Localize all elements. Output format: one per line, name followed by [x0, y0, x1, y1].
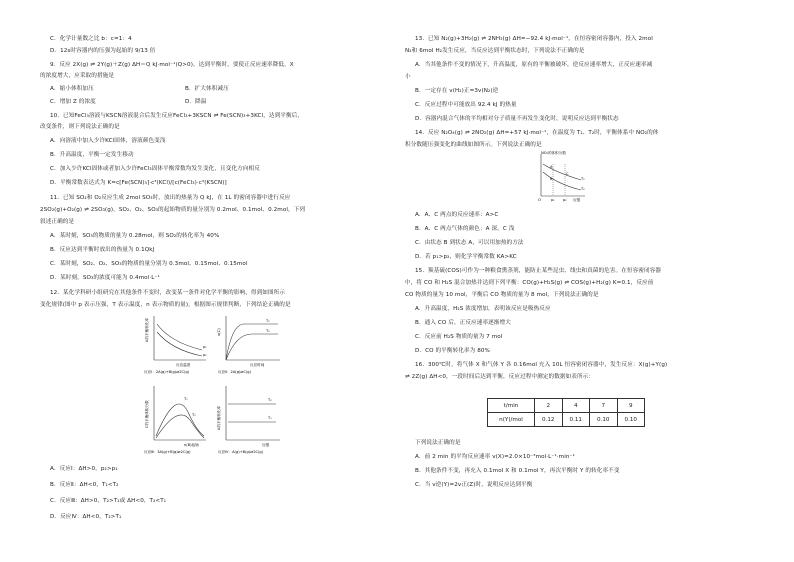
q13-stem: 13．已知 N₂(g)+3H₂(g) ⇌ 2NH₃(g) ΔH=−92.4 kJ·mol⁻¹，在恒容密闭容器内，投入 2mol	[415, 36, 653, 42]
q14-option-b: B．A、C 两点气体的颜色：A 深，C 浅	[415, 226, 515, 232]
curve-t1	[156, 404, 204, 436]
q12-option-b: B．反应Ⅱ：ΔH<0，T₁<T₂	[50, 482, 119, 488]
q12-option-a: A．反应Ⅰ：ΔH>0，p₂>p₁	[50, 466, 118, 472]
curve-t2	[156, 415, 204, 438]
q12-stem: 12．某化学科研小组研究在其他条件不变时，改变某一条件对化学平衡的影响，得到如图所示	[50, 290, 286, 296]
panel-2-curve-label-1: T₁	[266, 319, 270, 323]
panel-4	[216, 386, 280, 454]
q15-stem-cont2: CO 物质的量为 10 mol，平衡后 CO 物质的量为 8 mol，下列说法正确的是	[405, 292, 599, 298]
table-header-cell: t/min	[488, 399, 535, 413]
q15-option-c: C．反应前 H₂S 物质的量为 7 mol	[415, 334, 503, 340]
curve-t2	[226, 334, 278, 360]
q10-option-d: D．平衡常数表达式为 K=c[Fe(SCN)₃]·c³(KCl)/[c(FeCl₃)·c³(KSCN)]	[50, 180, 227, 186]
panel-1-curve-label-2: p₂	[203, 353, 207, 357]
q14-curve-t2-label: T₂	[581, 187, 585, 191]
curve-t1	[226, 324, 278, 360]
panel-3-ylabel: C的平衡体积分数	[145, 400, 149, 428]
table-cell: 0.11	[562, 413, 590, 427]
panel-2-curve-label-2: T₂	[266, 329, 270, 333]
q13-option-d: D．容器内混合气体的平均相对分子质量不再发生变化时，说明反应达到平衡状态	[415, 116, 619, 122]
q13-option-b: B．一定存在 v(H₂)正=3v(N₂)逆	[415, 88, 499, 94]
q10-option-b: B．升高温度，平衡一定发生移动	[50, 152, 134, 158]
q14-origin: O	[538, 198, 541, 202]
panel-1-curve-label-1: p₁	[203, 345, 207, 349]
panel-4-caption: 反应Ⅳ：A(g)+B(g)⇌2C(g)	[218, 450, 264, 454]
q14-point-b: B	[550, 177, 553, 181]
curve-t1	[543, 164, 581, 180]
q11-option-b: B．反应达到平衡时放出的热量为 0.1QkJ	[50, 247, 155, 253]
panel-2-caption: 反应Ⅱ：2A(g)⇌C(g)	[218, 370, 251, 374]
table-cell: 0.10	[590, 413, 618, 427]
q15-option-b: B．通入 CO 后，正反应速率逐渐增大	[415, 320, 511, 326]
q10-stem-cont: 改变条件，则下列说法正确的是	[40, 124, 120, 130]
q10-option-c: C．加入少许KCl固体或者加入少许FeCl₃固体平衡常数均发生变化，且变化方向相反	[50, 166, 260, 172]
panel-3-curve-label-2: T₂	[192, 413, 196, 417]
q12-figure	[140, 312, 290, 462]
q14-stem: 14．反应 N₂O₄(g) ⇌ 2NO₂(g) ΔH=+57 kJ·mol⁻¹，在温度为 T₁、T₂时，平衡体系中 NO₂的体	[415, 130, 659, 136]
q11-stem: 11．已知 SO₂和 O₂反应生成 2mol SO₃时，放出的热量为 Q kJ，在 1L 的密闭容器中进行反应	[50, 195, 291, 201]
q14-tick-p2: p₂	[563, 198, 567, 202]
q14-xlabel: 压强	[573, 198, 581, 202]
table-header-cell: 4	[562, 399, 590, 413]
q11-option-c: C．某时刻，SO₂、O₂、SO₃的物质的量分别为 0.3mol、0.15mol、0.15mol	[50, 261, 248, 267]
q13-option-a-cont: 小	[405, 74, 411, 80]
panel-2	[217, 316, 280, 374]
panel-3-caption: 反应Ⅲ：3A(g)+B(g)⇌2C(g)	[144, 450, 191, 454]
q16-prompt: 下列说法正确的是	[415, 440, 461, 446]
q11-option-d: D．某时刻，SO₃的浓度可能为 0.4mol·L⁻¹	[50, 275, 160, 281]
panel-2-xlabel: 反应时间	[250, 363, 265, 367]
table-row-label: n(Y)/mol	[488, 413, 535, 427]
curve-t2	[543, 172, 581, 190]
panel-1-caption: 反应Ⅰ：2A(g)+B(g)⇌2C(g)	[144, 370, 190, 374]
q14-curve-t1-label: T₁	[581, 177, 585, 181]
table-header-cell: 9	[617, 399, 645, 413]
panel-4-xlabel: 压强	[262, 443, 270, 447]
q14-tick-p1: p₁	[551, 198, 555, 202]
q16-option-c: C．当 v逆(Y)=2v正(Z)时，说明反应达到平衡	[415, 482, 533, 488]
q14-option-d: D．若 p₁>p₂，则化学平衡常数 KA>KC	[415, 254, 517, 260]
q14-stem-cont: 积分数随压强变化的曲线如图所示。下列说法正确的是	[405, 142, 542, 148]
q14-option-a: A．A、C 两点的反应速率：A>C	[415, 212, 499, 218]
q15-stem: 15．羰基硫(COS)可作为一种粮食熏蒸剂，能防止某些昆虫、线虫和真菌的危害。在恒容密闭容器	[415, 268, 662, 274]
panel-3-xlabel: n(B)起始	[184, 443, 199, 447]
panel-2-ylabel: n(C)	[217, 328, 221, 336]
panel-3	[144, 386, 206, 454]
q14-ylabel: NO₂的体积分数	[541, 151, 566, 155]
q8-option-c: C．化学计量数之比 b：c=1：4	[50, 36, 132, 42]
q9-option-d: D．降温	[185, 99, 207, 105]
curve-p1	[157, 324, 202, 350]
q13-stem-cont: N₂和 6mol H₂发生反应，当反应达到平衡状态时，下列说法不正确的是	[405, 48, 585, 54]
q11-stem-cont2: 叙述正确的是	[40, 219, 75, 225]
panel-4-ylabel: A的平衡转化率	[217, 405, 221, 430]
panel-4-curve-label-1: T₂	[268, 398, 272, 402]
q9-option-c: C．增加 Z 的浓度	[50, 99, 96, 105]
q14-figure	[535, 150, 589, 206]
panel-3-curve-label-1: T₁	[184, 397, 188, 401]
panel-1-ylabel: A的平衡转化率	[145, 317, 149, 342]
q11-option-a: A．某时刻，SO₃的物质的量为 0.28mol，则 SO₂的转化率为 40%	[50, 233, 220, 239]
q9-stem: 9．反应 2X(g) ⇌ 2Y(g)＋Z(g) ΔH＝Q kJ·mol⁻¹(Q>0)，达到平衡时，要使正反应速率降低，X	[50, 62, 294, 68]
panel-1-xlabel: 反应温度	[176, 363, 191, 367]
q12-option-c: C．反应Ⅲ：ΔH>0，T₂>T₁或 ΔH<0，T₂<T₁	[50, 498, 167, 504]
q13-option-c: C．反应过程中可能放出 92.4 kJ 的热量	[415, 102, 517, 108]
q16-option-b: B．其他条件不变，再充入 0.1mol X 和 0.1mol Y，再次平衡时 Y 的转化率不变	[415, 468, 620, 474]
q10-stem: 10．已知FeCl₃溶液与KSCN溶液混合后发生反应FeCl₃+3KSCN ⇌ Fe(SCN)₃+3KCl，达到平衡后，	[50, 113, 304, 119]
q14-point-a: A	[550, 165, 553, 169]
q10-option-a: A．向溶液中加入少许KCl固体，溶液颜色变浅	[50, 138, 166, 144]
table-cell: 0.10	[617, 413, 645, 427]
q9-stem-cont: 的浓度增大，应采取的措施是	[40, 73, 115, 79]
q13-option-a: A．当其他条件不变的情况下，升高温度，原有的平衡被破坏，逆反应速率增大，正反应速率减	[415, 62, 653, 68]
panel-1	[144, 316, 207, 374]
q8-option-d: D．12s时容器内的压强为起始的 9/13 倍	[50, 48, 156, 54]
q14-point-c: C	[566, 172, 569, 176]
q16-stem: 16．300℃时，将气体 X 和气体 Y 各 0.16mol 充入 10L 恒容密闭容器中，发生反应：X(g)+Y(g)	[415, 362, 668, 368]
q15-option-a: A．升高温度，H₂S 浓度增加，表明该反应是吸热反应	[415, 306, 551, 312]
q12-option-d: D．反应Ⅳ：ΔH<0，T₂>T₁	[50, 514, 122, 520]
table-header-row	[488, 399, 645, 413]
q9-option-b: B．扩大体积减压	[185, 86, 229, 92]
q9-option-a: A．缩小体积加压	[50, 86, 94, 92]
panel-4-curve-label-2: T₁	[268, 416, 272, 420]
table-header-cell: 2	[535, 399, 563, 413]
q16-option-a: A．前 2 min 的平均反应速率 v(X)=2.0×10⁻³mol·L⁻¹·min⁻¹	[415, 454, 575, 460]
q15-stem-cont: 中，将 CO 和 H₂S 混合加热并达到下列平衡：CO(g)+H₂S(g) ⇌ COS(g)+H₂(g) K=0.1，反应前	[405, 280, 654, 286]
q16-stem-cont: ⇌ 2Z(g) ΔH<0，一段时间后达到平衡，反应过程中测定的数据如表所示：	[405, 374, 595, 380]
q14-option-c: C．由状态 B 到状态 A，可以用加热的方法	[415, 240, 524, 246]
q11-stem-cont: 2SO₂(g)+O₂(g) ⇌ 2SO₃(g)，SO₂、O₂、SO₃的起始物质的量分别为 0.2mol、0.1mol、0.2mol，下列	[40, 207, 306, 213]
q16-data-table	[487, 398, 645, 427]
table-header-cell: 7	[590, 399, 618, 413]
q12-stem-cont: 变化规律(图中 p 表示压强，T 表示温度，n 表示物质的量)，根据图示规律判断，下列结论正确的是	[40, 302, 291, 308]
curve-p2	[157, 332, 202, 356]
q15-option-d: D．CO 的平衡转化率为 80%	[415, 348, 490, 354]
table-cell: 0.12	[535, 413, 563, 427]
table-row	[488, 413, 645, 427]
